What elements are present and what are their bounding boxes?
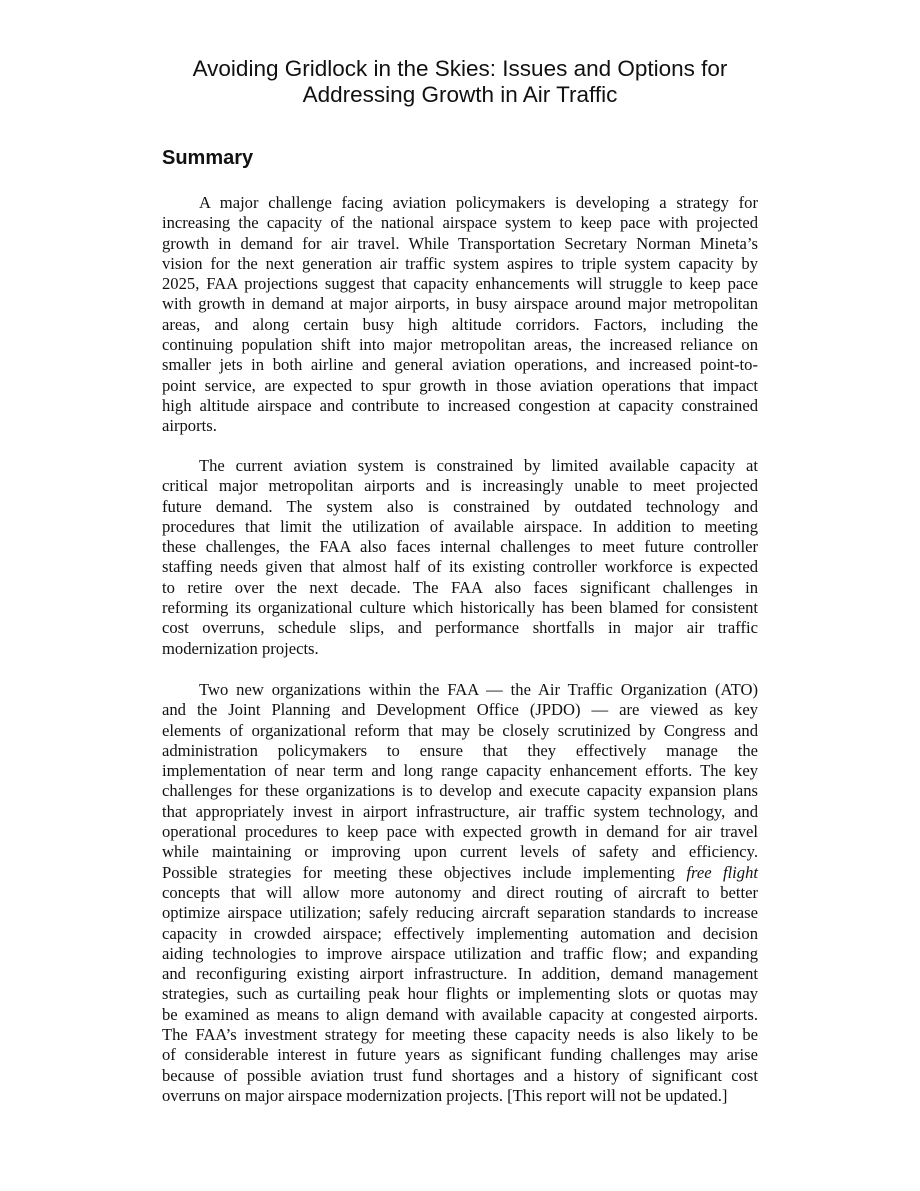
text-line: because of possible aviation trust fund shortages and a history of significant cost [162, 1065, 758, 1085]
text-line: smaller jets in both airline and general aviation operations, and increased point-to- [162, 355, 758, 375]
text-line: modernization projects. [162, 638, 319, 658]
report-title [100, 56, 820, 108]
text-line: operational procedures to keep pace with expected growth in demand for air travel [162, 822, 758, 842]
text-line: continuing population shift into major metropolitan areas, the increased reliance on [162, 335, 758, 355]
text-line: staffing needs given that almost half of its existing controller workforce is expected [162, 557, 758, 577]
text-line: vision for the next generation air traffic system aspires to triple system capacity by [162, 253, 758, 273]
text-line: point service, are expected to spur growth in those aviation operations that impact [162, 375, 758, 395]
text-line: airports. [162, 416, 217, 436]
text-line: A major challenge facing aviation policymakers is developing a strategy for [199, 193, 758, 212]
line-text: Possible strategies for meeting these objectives include implementing [162, 862, 675, 882]
text-line: cost overruns, schedule slips, and performance shortfalls in major air traffic [162, 618, 758, 638]
summary-paragraph-3 [162, 680, 758, 1106]
text-line: aiding technologies to improve airspace utilization and traffic flow; and expanding [162, 943, 758, 963]
text-line: to retire over the next decade. The FAA also faces significant challenges in [162, 577, 758, 597]
text-line: increasing the capacity of the national airspace system to keep pace with projected [162, 213, 758, 233]
report-title-line-1: Avoiding Gridlock in the Skies: Issues and Options for [192, 56, 728, 81]
text-line: critical major metropolitan airports and is increasingly unable to meet projected [162, 476, 758, 496]
text-line: be examined as means to align demand with available capacity at congested airports. [162, 1004, 758, 1024]
text-line: overruns on major airspace modernization projects. [This report will not be updated.] [162, 1085, 728, 1105]
text-line: concepts that will allow more autonomy and direct routing of aircraft to better [162, 882, 758, 902]
report-title-line-2: Addressing Growth in Air Traffic [302, 82, 618, 107]
text-line: 2025, FAA projections suggest that capacity enhancements will struggle to keep pace [162, 274, 758, 294]
text-line: strategies, such as curtailing peak hour flights or implementing slots or quotas may [162, 984, 758, 1004]
text-line: with growth in demand at major airports, in busy airspace around major metropolitan [162, 294, 758, 314]
summary-heading: Summary [162, 147, 254, 169]
text-line: implementation of near term and long range capacity enhancement efforts. The key [162, 761, 758, 781]
text-line: The FAA’s investment strategy for meeting these capacity needs is also likely to be [162, 1025, 758, 1045]
text-line: administration policymakers to ensure that they effectively manage the [162, 740, 758, 760]
text-line: growth in demand for air travel. While Transportation Secretary Norman Mineta’s [162, 233, 758, 253]
text-line: elements of organizational reform that may be closely scrutinized by Congress and [162, 720, 758, 740]
summary-paragraph-2 [162, 456, 758, 659]
text-line: that appropriately invest in airport infrastructure, air traffic system technology, and [162, 801, 758, 821]
text-line: and the Joint Planning and Development Office (JPDO) — are viewed as key [162, 700, 758, 720]
italic-term: free flight [686, 862, 758, 882]
text-line: these challenges, the FAA also faces internal challenges to meet future controller [162, 537, 758, 557]
text-line: areas, and along certain busy high altitude corridors. Factors, including the [162, 314, 758, 334]
text-line: while maintaining or improving upon current levels of safety and efficiency. [162, 842, 758, 862]
text-line: of considerable interest in future years as significant funding challenges may arise [162, 1045, 758, 1065]
text-line: capacity in crowded airspace; effectively implementing automation and decision [162, 923, 758, 943]
text-line: and reconfiguring existing airport infrastructure. In addition, demand management [162, 964, 758, 984]
text-line: future demand. The system also is constrained by outdated technology and [162, 496, 758, 516]
text-line: The current aviation system is constrained by limited available capacity at [199, 456, 758, 475]
summary-paragraph-1 [162, 193, 758, 437]
text-line: procedures that limit the utilization of available airspace. In addition to meeting [162, 516, 758, 536]
text-line: challenges for these organizations is to develop and execute capacity expansion plans [162, 781, 758, 801]
text-line: high altitude airspace and contribute to increased congestion at capacity constrained [162, 395, 758, 415]
text-line: reforming its organizational culture which historically has been blamed for consistent [162, 598, 758, 618]
text-line-with-italic [162, 863, 758, 883]
text-line: optimize airspace utilization; safely reducing aircraft separation standards to increase [162, 903, 758, 923]
text-line: Two new organizations within the FAA — the Air Traffic Organization (ATO) [199, 680, 758, 699]
